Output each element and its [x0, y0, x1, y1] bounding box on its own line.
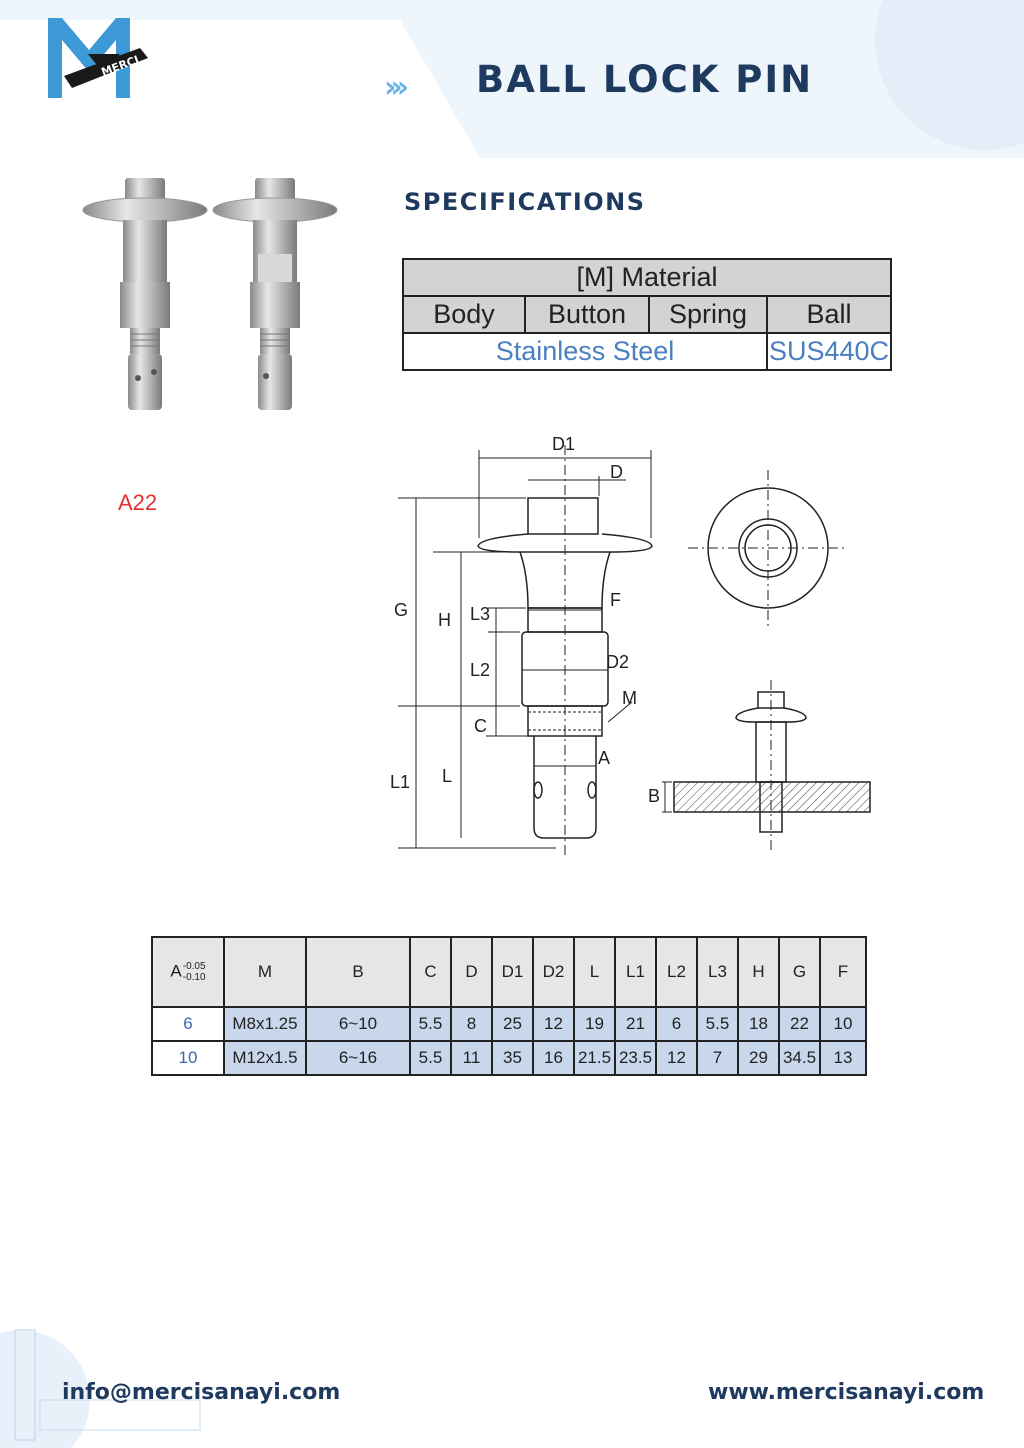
dims-header-m: M [224, 937, 306, 1007]
dim-label-l3: L3 [470, 604, 491, 624]
cell-d2: 16 [533, 1041, 574, 1075]
table-row [152, 1041, 866, 1075]
cell-h: 29 [738, 1041, 779, 1075]
specifications-heading: SPECIFICATIONS [404, 188, 646, 216]
cell-l: 19 [574, 1007, 615, 1041]
cell-g: 34.5 [779, 1041, 820, 1075]
dims-header-c: C [410, 937, 451, 1007]
table-row [152, 1007, 866, 1041]
dim-label-g: G [394, 600, 409, 620]
dim-label-d: D [610, 462, 623, 482]
material-ball-value: SUS440C [767, 333, 891, 370]
cell-d2: 12 [533, 1007, 574, 1041]
dims-header-d2: D2 [533, 937, 574, 1007]
cell-f: 10 [820, 1007, 866, 1041]
cell-h: 18 [738, 1007, 779, 1041]
cell-d: 8 [451, 1007, 492, 1041]
dims-header-row [152, 937, 866, 1007]
dim-label-l: L [442, 766, 453, 786]
material-header-spring: Spring [649, 296, 767, 333]
technical-drawing [388, 430, 888, 860]
pin-photo-right [213, 178, 337, 410]
cell-l1: 21 [615, 1007, 656, 1041]
cell-d: 11 [451, 1041, 492, 1075]
material-body-value: Stainless Steel [403, 333, 767, 370]
page-title: BALL LOCK PIN [476, 58, 814, 101]
dim-label-b: B [648, 786, 661, 806]
dim-label-h: H [438, 610, 451, 630]
dims-header-g: G [779, 937, 820, 1007]
dims-header-h: H [738, 937, 779, 1007]
pin-photo-left [83, 178, 207, 410]
dim-label-c: C [474, 716, 487, 736]
cell-a: 6 [152, 1007, 224, 1041]
dims-header-a: A-0.05 -0.10 [152, 937, 224, 1007]
dim-label-l1: L1 [390, 772, 411, 792]
dims-header-l2: L2 [656, 937, 697, 1007]
email-link[interactable]: info@mercisanayi.com [62, 1380, 341, 1405]
dim-label-d2: D2 [606, 652, 630, 672]
material-header-ball: Ball [767, 296, 891, 333]
material-table [402, 258, 892, 371]
cell-d1: 35 [492, 1041, 533, 1075]
cell-g: 22 [779, 1007, 820, 1041]
dimensions-table [151, 936, 867, 1076]
cell-l2: 6 [656, 1007, 697, 1041]
dims-header-l1: L1 [615, 937, 656, 1007]
cell-m: M12x1.5 [224, 1041, 306, 1075]
dims-header-l: L [574, 937, 615, 1007]
cell-c: 5.5 [410, 1041, 451, 1075]
material-header-button: Button [525, 296, 649, 333]
dim-label-l2: L2 [470, 660, 491, 680]
cell-l: 21.5 [574, 1041, 615, 1075]
cell-l1: 23.5 [615, 1041, 656, 1075]
cell-b: 6~10 [306, 1007, 410, 1041]
cell-m: M8x1.25 [224, 1007, 306, 1041]
material-header-body: Body [403, 296, 525, 333]
a-tol-lower: -0.10 [182, 972, 206, 983]
product-photo [80, 170, 350, 420]
header-arrows-icon: ››› [384, 70, 404, 105]
cell-c: 5.5 [410, 1007, 451, 1041]
material-title: [M] Material [403, 259, 891, 296]
a-tol-upper: -0.05 [182, 961, 206, 972]
footer-decoration [0, 1300, 220, 1448]
dim-label-f: F [610, 590, 621, 610]
dim-label-a: A [598, 748, 611, 768]
merci-logo [48, 18, 158, 100]
dim-label-m: M [622, 688, 637, 708]
cell-d1: 25 [492, 1007, 533, 1041]
cell-l3: 5.5 [697, 1007, 738, 1041]
cell-l3: 7 [697, 1041, 738, 1075]
dims-header-d: D [451, 937, 492, 1007]
dims-header-b: B [306, 937, 410, 1007]
cell-b: 6~16 [306, 1041, 410, 1075]
cell-a: 10 [152, 1041, 224, 1075]
dims-header-l3: L3 [697, 937, 738, 1007]
product-label: A22 [118, 490, 158, 515]
cell-l2: 12 [656, 1041, 697, 1075]
cell-f: 13 [820, 1041, 866, 1075]
dims-header-f: F [820, 937, 866, 1007]
dim-label-d1: D1 [552, 434, 576, 454]
website-link[interactable]: www.mercisanayi.com [708, 1380, 985, 1405]
dims-header-d1: D1 [492, 937, 533, 1007]
logo-text: MERCI [99, 53, 141, 79]
